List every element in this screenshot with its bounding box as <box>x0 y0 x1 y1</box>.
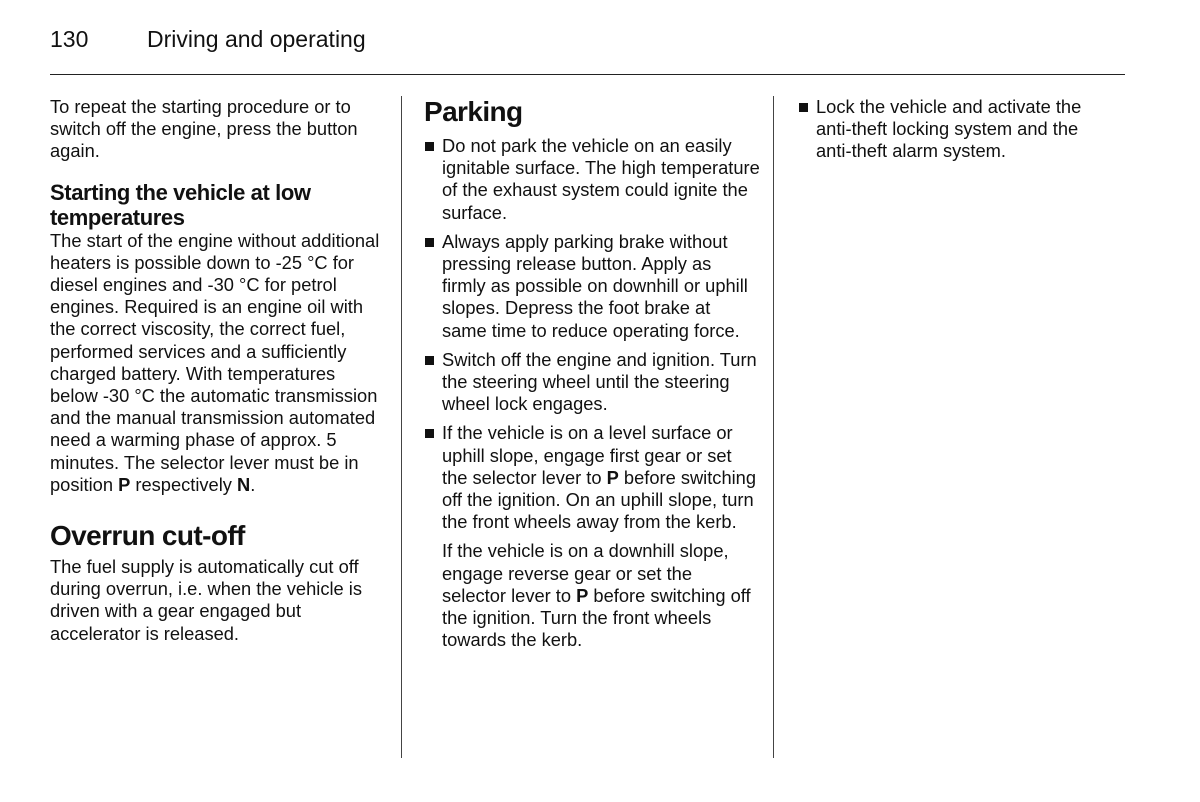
square-bullet-icon <box>425 356 434 365</box>
list-item-text <box>442 422 760 533</box>
list-item <box>424 422 760 651</box>
column-divider-2 <box>773 96 774 758</box>
parking-list <box>424 135 760 651</box>
low-temperature-text-end: . <box>250 473 256 495</box>
chapter-title: Driving and operating <box>147 26 366 52</box>
position-p-label: P <box>576 584 589 606</box>
overrun-heading: Overrun cut-off <box>50 520 245 552</box>
position-p-label: P <box>606 466 619 488</box>
square-bullet-icon <box>425 142 434 151</box>
square-bullet-icon <box>799 103 808 112</box>
low-temperature-paragraph <box>50 230 385 496</box>
list-item-text: Do not park the vehicle on an easily ignitable surface. The high temperature of the exhaust system could ignite the surface. <box>442 135 760 223</box>
parking-heading: Parking <box>424 96 523 127</box>
list-item-text-part: If the vehicle is on a downhill slope, engage reverse gear or set the selector lever to <box>442 540 729 606</box>
list-item <box>424 135 760 224</box>
position-n-label: N <box>236 473 251 495</box>
list-item-continuation <box>442 540 760 651</box>
intro-paragraph: To repeat the starting procedure or to switch off the engine, press the button again. <box>50 96 358 162</box>
list-item-text-part: before switching off the ignition. On an uphill slope, turn the front wheels away from the kerb. <box>442 466 757 533</box>
list-item-text-part: If the vehicle is on a level surface or uphill slope, engage first gear or set the selector lever to <box>442 422 733 488</box>
square-bullet-icon <box>425 429 434 438</box>
column-3 <box>798 96 1118 163</box>
column-2 <box>424 96 760 651</box>
position-p-label: P <box>118 473 131 495</box>
list-item <box>424 349 760 416</box>
column-divider-1 <box>401 96 402 758</box>
page-number: 130 <box>50 26 89 52</box>
square-bullet-icon <box>425 238 434 247</box>
list-item-text: Switch off the engine and ignition. Turn the steering wheel until the steering wheel lock engages. <box>442 348 757 415</box>
list-item-text: Always apply parking brake without pressing release button. Apply as firmly as possible on downhill or uphill slopes. Depress the foot brake at same time to reduce operating force. <box>442 230 748 341</box>
header-rule <box>50 74 1125 75</box>
column-1 <box>50 96 385 645</box>
list-item-text-part: before switching off the ignition. Turn the front wheels towards the kerb. <box>442 584 751 651</box>
list-item <box>798 96 1118 163</box>
parking-list-continued <box>798 96 1118 163</box>
low-temperature-heading: Starting the vehicle at low temperatures <box>50 179 311 230</box>
low-temperature-text: The start of the engine without additional heaters is possible down to -25 °C for diesel engines and -30 °C for petrol engines. Required is an engine oil with the correct viscosity, the correct fuel, performed services and a sufficiently charged battery. With temperatures below -30 °C the automatic transmission and the manual transmission automated need a warming phase of approx. 5 minutes. The selector lever must be in position <box>50 229 380 495</box>
list-item-text: Lock the vehicle and activate the anti-theft locking system and the anti-theft alarm system. <box>816 96 1082 162</box>
low-temperature-text-mid: respectively <box>130 473 237 495</box>
overrun-paragraph: The fuel supply is automatically cut off during overrun, i.e. when the vehicle is driven with a gear engaged but accelerator is released. <box>50 556 362 644</box>
list-item <box>424 231 760 342</box>
